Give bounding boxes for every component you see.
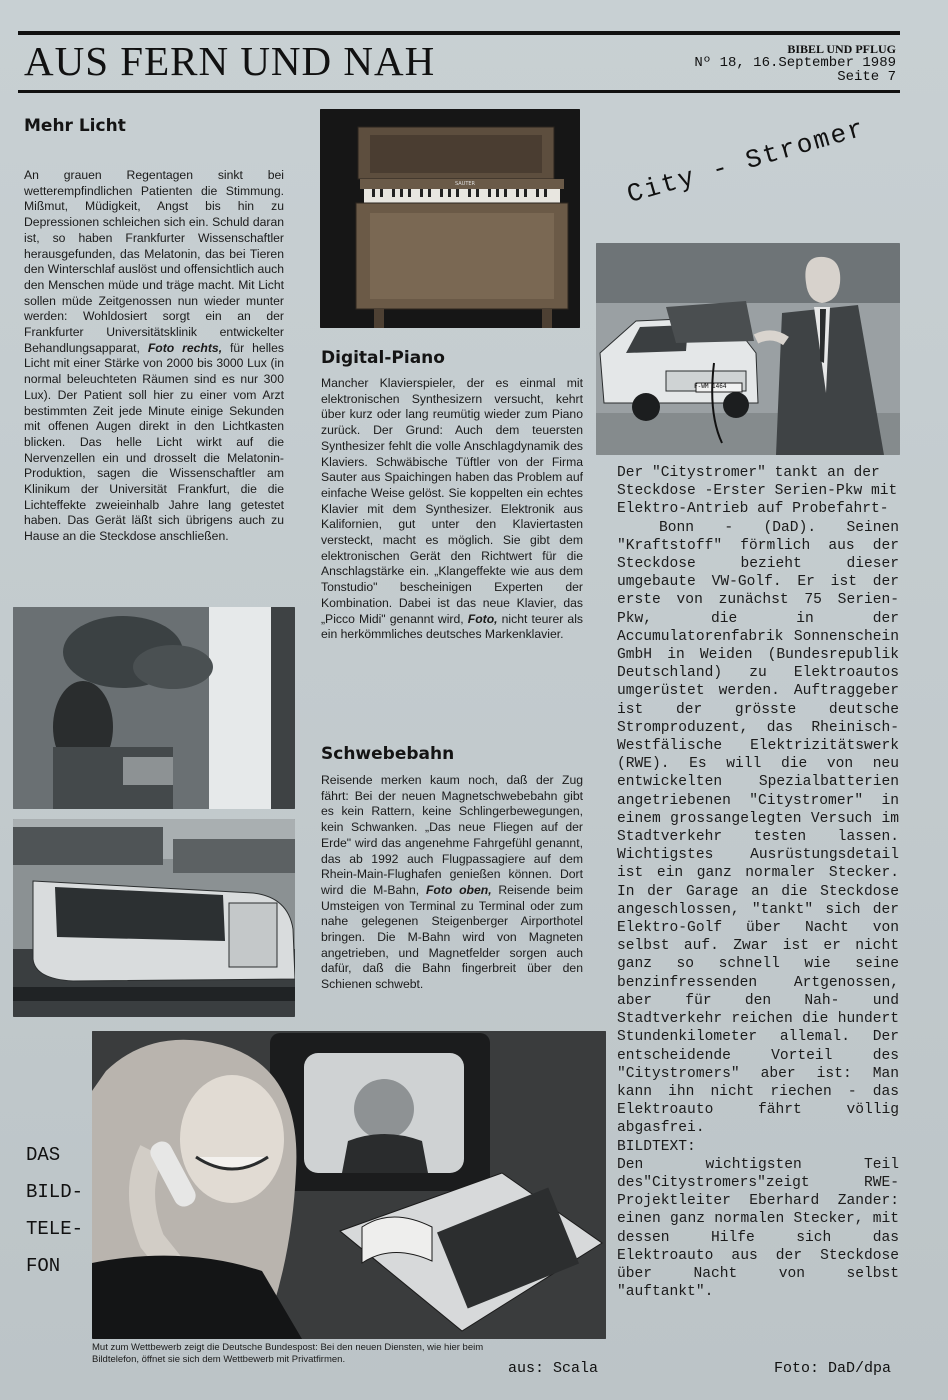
maglev-illustration bbox=[13, 819, 295, 1017]
bildtelefon-title-line-1: DAS bbox=[26, 1144, 61, 1166]
bildtelefon-caption: Mut zum Wettbewerb zeigt die Deutsche Bundespost: Bei den neuen Diensten, wie hier beim Bildtelefon, öffnet sie sich dem Wettbewerb mit Privatfirmen. bbox=[92, 1342, 484, 1365]
city-stromer-body: Bonn - (DaD). Seinen "Kraftstoff" förmlich aus der Steckdose bezieht dieser umgebaute VW-Golf. Er ist der erste von zunächst 75 Serien-Pkw, die in der Accumulatorenfabrik Sonnenschein GmbH in Weiden (Bundesrepublik Deutschland) zu Elektroautos umgerüstet werden. Auftraggeber ist der grösste deutsche Stromproduzent, das Rheinisch-Westfälische Elektrizitätswerk (RWE). Es will die von neu entwickelten Spezialbatterien angetriebenen "Citystromer" in einem grossangelegten Versuch im Stadtverkehr testen lassen. Wichtigstes Ausrüstungsdetail ist ein ganz normaler Stecker. In der Garage an die Steckdose angeschlossen, "tankt" sich der Elektro-Golf über Nacht von selbst auf. Zwar ist er nicht ganz so schnell wie seine benzinfressenden Artgenossen, aber für den Nah- und Stadtverkehr reichen die hundert Stundenkilometer allemal. Der entscheidende Vorteil des "Citystromers" aber ist: Man kann ihn nicht riechen - das Elektroauto fährt völlig abgasfrei. bbox=[617, 519, 899, 1137]
citystromer-photo bbox=[596, 243, 900, 455]
piano-brand: SAUTER bbox=[455, 181, 476, 187]
bildtelefon-title-line-3: TELE- bbox=[26, 1218, 84, 1240]
digital-piano-emph: Foto, bbox=[467, 611, 498, 626]
car-plate: F-WM 1464 bbox=[694, 383, 727, 390]
digital-piano-article bbox=[321, 376, 583, 643]
schwebebahn-heading: Schwebebahn bbox=[321, 744, 455, 764]
citystromer-illustration bbox=[596, 243, 900, 455]
digital-piano-body: Mancher Klavierspieler, der es einmal mit elektronischen Synthesizern versucht, kehrt über kurz oder lang reumütig wieder zum Piano zurück. Der Grund: Auch dem teuersten Synthesizer fehlt die volle Anschlagdynamik des Klaviers. Schwäbische Tüftler von der Firma Sauter aus Spaichingen haben das Problem auf einfache Weise gelöst. Sie koppelten ein echtes Klavier mit dem Synthesizer. Elektronik aus Kalifornien, gut unter den Klaviertasten versteckt, macht es möglich. Sie gibt dem elektronischen Gerät den Richtwert für die Anschlagstärke ein. „Klangeffekte wie aus dem Tonstudio" bescheinigen Experten der Kombination. Dabei ist das neue Klavier, das „Picco Midi" genannt wird, bbox=[321, 376, 583, 626]
schwebebahn-article bbox=[321, 773, 583, 993]
bildtelefon-title-line-2: BILD- bbox=[26, 1181, 84, 1203]
light-therapy-photo bbox=[13, 607, 295, 809]
bildtext-body: Den wichtigsten Teil des"Citystromers"zeigt RWE-Projektleiter Eberhard Zander: einen ganz normalen Stecker, mit dessen Hilfe sich das Elektroauto aus der Steckdose über Nacht von selbst "auftankt". bbox=[617, 1156, 899, 1301]
bildtext-label: BILDTEXT: bbox=[617, 1138, 696, 1155]
bildtelefon-photo bbox=[92, 1031, 606, 1339]
schwebebahn-body: Reisende merken kaum noch, daß der Zug fährt: Bei der neuen Magnetschwebebahn gibt es kein Rattern, keine Schlingerbewegungen, kein Schwanken. „Das neue Fliegen auf der Erde" wird das angenehme Fahrgefühl genannt, das ab 1992 auch Flugpassagiere auf dem Rhein-Main-Flughafen genießen können. Dort wird die M-Bahn, bbox=[321, 773, 583, 897]
light-therapy-illustration bbox=[13, 607, 295, 809]
digital-piano-body-rest: nicht teurer als ein herkömmliches deutsches Markenklavier. bbox=[321, 611, 584, 642]
city-stromer-credit: Foto: DaD/dpa bbox=[774, 1360, 892, 1377]
bildtelefon-title bbox=[26, 1137, 83, 1285]
mehr-licht-body-rest: für helles Licht mit einer Stärke von 2000 bis 3000 Lux (in normal beleuchteten Räumen sind es nur 300 Lux). Der Patient soll hier zu einer vom Arzt bestimmten Zeit jede Minute einige Sekunden mit offenen Augen direkt in den Lichtkasten blicken. Das helle Licht wirkt auf die Nervenzellen ein und drosselt die Melatonin-Produktion, sagen die Wissenschaftler am Klinikum der Universität Frankfurt, die die Lichteffekte zweieinhalb Jahre lang getestet haben. Das Gerät läßt sich übrigens auch zu Hause an die Steckdose anschließen. bbox=[24, 340, 284, 544]
mehr-licht-article bbox=[24, 168, 284, 545]
city-stromer-article bbox=[617, 464, 899, 1301]
bildtelefon-source: aus: Scala bbox=[508, 1360, 599, 1377]
maglev-photo bbox=[13, 819, 295, 1017]
mehr-licht-body: An grauen Regentagen sinkt bei wetterempfindlichen Patienten die Stimmung. Mißmut, Müdigkeit, Angst bis hin zu Depressionen schleichen sich ein. Schuld daran ist, so haben Frankfurter Wissenschaftler herausgefunden, das Melatonin, das bei Tieren den Winterschlaf auslöst und offensichtlich auch den Menschen müde und träge macht. Mit Licht sollen müde Zeitgenossen nun wieder munter werden: Wohldosiert sorgt ein an der Frankfurter Universitätsklinik entwickelter Behandlungsapparat, bbox=[24, 168, 284, 355]
bildtelefon-title-line-4: FON bbox=[26, 1255, 61, 1277]
city-stromer-intro: Der "Citystromer" tankt an der Steckdose -Erster Serien-Pkw mit Elektro-Antrieb auf Probefahrt- bbox=[617, 465, 898, 518]
bildtelefon-illustration bbox=[92, 1031, 606, 1339]
schwebebahn-body-rest: Reisende beim Umsteigen von Terminal zu Terminal oder zum nahe gelegenen Steigenberger Airporthotel bringen. Die M-Bahn wird von Magneten angetrieben, und Magnetfelder sorgen auch dafür, daß die Bahn fingerbreit über den Schienen schwebt. bbox=[321, 882, 584, 992]
mehr-licht-heading: Mehr Licht bbox=[24, 116, 126, 136]
edition-name: BIBEL UND PFLUG bbox=[787, 42, 896, 56]
mehr-licht-emph: Foto rechts, bbox=[147, 340, 223, 355]
masthead-title: AUS FERN UND NAH bbox=[24, 38, 436, 84]
city-stromer-title: City - Stromer bbox=[623, 113, 869, 210]
page-number: Seite 7 bbox=[837, 69, 896, 85]
masthead-bottom-rule bbox=[18, 90, 900, 93]
schwebebahn-emph: Foto oben, bbox=[425, 882, 492, 897]
issue-number-date: Nº 18, 16.September 1989 bbox=[694, 55, 896, 71]
piano-photo bbox=[320, 109, 580, 328]
issue-info bbox=[694, 42, 896, 84]
digital-piano-heading: Digital-Piano bbox=[321, 348, 445, 368]
piano-illustration bbox=[320, 109, 580, 328]
masthead-top-rule bbox=[18, 31, 900, 35]
